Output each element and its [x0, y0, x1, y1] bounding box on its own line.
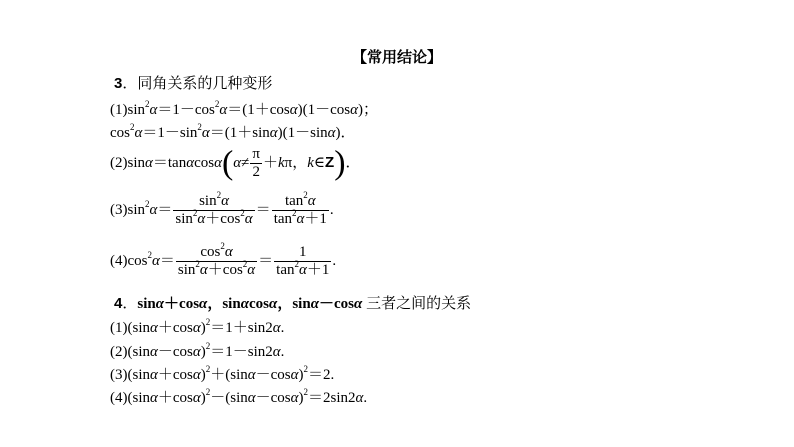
section-3-number: 3 [114, 75, 123, 92]
formula-3-2: (2)sinα＝tanαcosα(α≠ $\frac{\pi}{2}$ ＋kπ，k∈Z)． [110, 144, 361, 182]
formula-3-1b: $\cos^2\alpha=1-\sin^2\alpha=(1+\sin\alpha)(1-\sin\alpha)$． [110, 122, 356, 141]
formula-4-4: $(4)(\sin\alpha+\cos\alpha)^2-(\sin\alpha-\cos\alpha)^2=2\sin 2\alpha$. [110, 387, 368, 406]
page-title: 【常用结论】 [351, 48, 442, 66]
section-3-title: 同角关系的几种变形 [137, 74, 273, 92]
section-4-heading: 4．sinα＋cosα，sinαcosα，sinα－cosα 三者之间的关系 [114, 294, 472, 312]
formula-4-2: $(2)(\sin\alpha-\cos\alpha)^2=1-\sin 2\alpha$. [110, 341, 285, 360]
formula-3-3: $(3)\sin^2\alpha=$ $\frac{\sin^2\alpha}{\sin^2\alpha+\cos^2\alpha}$ ＝ $\frac{\tan^2\alpha}{\tan^2\alpha+1}$ . [110, 190, 334, 227]
formula-4-1: $(1)(\sin\alpha+\cos\alpha)^2=1+\sin 2\alpha$. [110, 317, 285, 336]
formula-3-1a: $(1)\sin^2\alpha=1-\cos^2\alpha=(1+\cos\alpha)(1-\cos\alpha)$； [110, 99, 379, 118]
formula-3-4: $(4)\cos^2\alpha=$ $\frac{\cos^2\alpha}{\sin^2\alpha+\cos^2\alpha}$ ＝ $\frac{1}{\tan^2\alpha+1}$ . [110, 241, 337, 278]
section-4-title: 三者之间的关系 [366, 294, 472, 312]
section-4-number: 4 [114, 295, 123, 312]
formula-4-3: $(3)(\sin\alpha+\cos\alpha)^2+(\sin\alpha-\cos\alpha)^2=2$. [110, 364, 335, 383]
section-3-heading: 3．同角关系的几种变形 [114, 74, 273, 92]
